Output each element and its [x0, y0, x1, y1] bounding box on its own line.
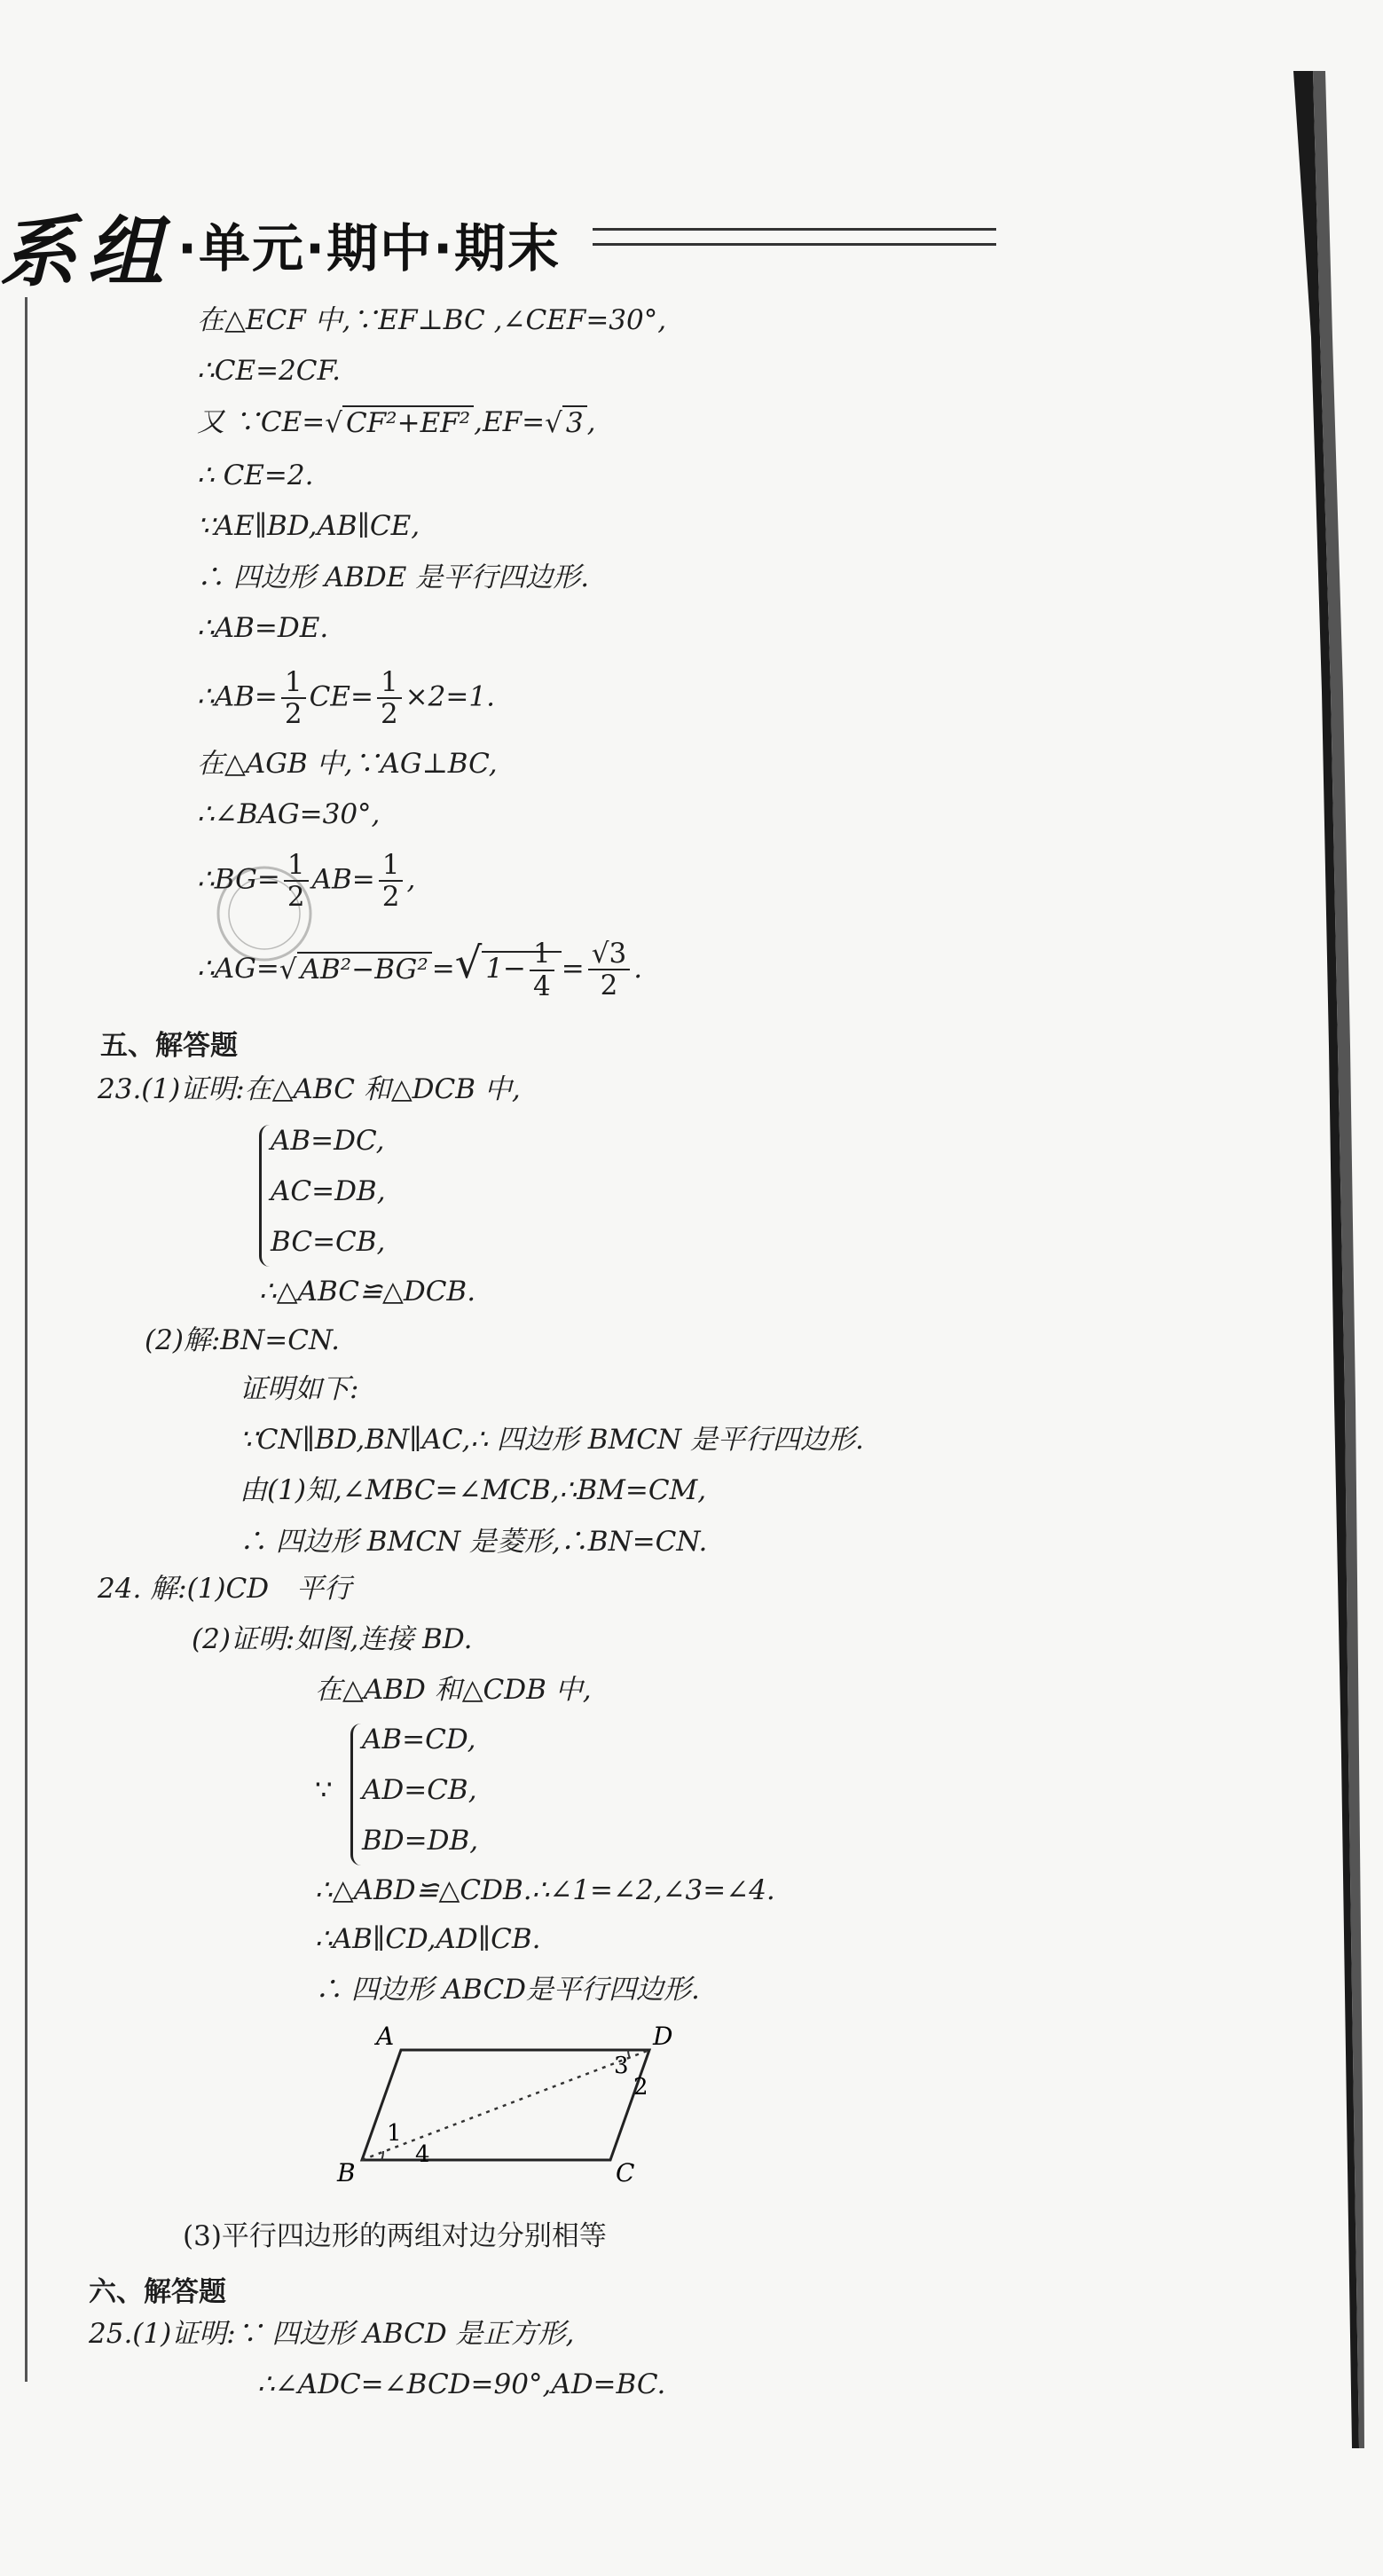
- text-line: AC=DB,: [271, 1175, 386, 1207]
- angle-label-1: 1: [387, 2120, 402, 2147]
- text-line: 证明如下:: [240, 1373, 359, 1405]
- text-span: =: [431, 952, 455, 985]
- text-line: 在△AGB 中,∵AG⊥BC,: [197, 748, 498, 780]
- text-line: (2)解:BN=CN.: [145, 1324, 340, 1356]
- text-line: AB=DC,: [271, 1125, 385, 1157]
- text-line: 由(1)知,∠MBC=∠MCB,∴BM=CM,: [240, 1474, 707, 1506]
- text-span: 又 ∵CE=: [197, 406, 326, 438]
- text-span: ,: [406, 863, 416, 896]
- angle-label-3: 3: [614, 2053, 629, 2079]
- numerator: 1: [284, 850, 309, 882]
- text-span: ∴BG=: [197, 863, 280, 896]
- fraction: [379, 850, 404, 912]
- denominator: 2: [284, 698, 303, 731]
- text-line: ∴CE=2CF.: [197, 355, 342, 387]
- section-heading: 五、解答题: [100, 1030, 238, 1062]
- sqrt-expr: √ CF²+EF²: [325, 407, 474, 440]
- text-line: ∴∠ADC=∠BCD=90°,AD=BC.: [257, 2368, 666, 2400]
- text-line: ∵AE∥BD,AB∥CE,: [197, 510, 420, 542]
- text-span: 1−: [485, 953, 527, 985]
- text-span: ,: [586, 406, 596, 438]
- text-line: [197, 406, 595, 440]
- text-line: 在△ABD 和△CDB 中,: [315, 1674, 592, 1706]
- text-span: CE=: [309, 680, 373, 713]
- fraction: [377, 667, 402, 729]
- text-line: AD=CB,: [362, 1774, 477, 1806]
- header-title: ·单元·期中·期末: [177, 218, 562, 279]
- radicand: 3: [562, 405, 587, 439]
- fraction: [588, 939, 630, 1001]
- text-line: ∴AB∥CD,AD∥CB.: [315, 1923, 541, 1955]
- text-line: ∴AB=DE.: [197, 612, 329, 644]
- radicand: AB²−BG²: [297, 952, 432, 986]
- header-double-rule: [593, 228, 996, 246]
- text-line: [197, 667, 495, 729]
- label-d: D: [653, 2022, 673, 2051]
- text-line: [197, 939, 642, 1001]
- sqrt-expr: √ 1− $\frac{1}{4}$: [455, 939, 562, 1001]
- fraction: [530, 939, 554, 1001]
- denominator: 4: [533, 970, 551, 1002]
- text-line: 25.(1)证明:∵ 四边形 ABCD 是正方形,: [89, 2318, 575, 2350]
- numerator: 1: [379, 850, 404, 882]
- left-margin-rule: [25, 297, 28, 2382]
- denominator: 2: [380, 698, 398, 731]
- numerator: 1: [530, 939, 554, 970]
- text-line: ∴ 四边形 ABDE 是平行四边形.: [197, 562, 590, 593]
- parallelogram-figure: [328, 2009, 701, 2187]
- text-span: ∴AG=: [197, 952, 279, 985]
- denominator: 2: [287, 881, 305, 914]
- label-b: B: [337, 2158, 356, 2187]
- text-span: ,EF=: [474, 406, 546, 438]
- text-line: BD=DB,: [362, 1825, 479, 1857]
- angle-label-4: 4: [415, 2141, 430, 2168]
- denominator: 2: [600, 970, 618, 1002]
- header-logo: 系组: [0, 208, 174, 297]
- text-span: .: [633, 952, 643, 985]
- binding-shadow: [1267, 71, 1364, 2448]
- diagonal-bd: [362, 2050, 649, 2160]
- text-line: ∴△ABD≌△CDB.∴∠1=∠2,∠3=∠4.: [315, 1874, 775, 1906]
- text-span: AB=: [311, 863, 375, 896]
- text-span: ∴AB=: [197, 680, 278, 713]
- section-heading: 六、解答题: [89, 2276, 226, 2308]
- text-line: ∴ 四边形 BMCN 是菱形,∴BN=CN.: [240, 1526, 708, 1558]
- numerator: 1: [281, 667, 306, 699]
- angle-label-2: 2: [633, 2074, 648, 2101]
- text-line: ∴ 四边形 ABCD是平行四边形.: [315, 1974, 700, 2006]
- radicand: [482, 938, 561, 1002]
- numerator: √3: [588, 939, 630, 970]
- sqrt-expr: √ AB²−BG²: [279, 954, 432, 986]
- text-line: ∴∠BAG=30°,: [197, 798, 381, 830]
- sqrt-expr: √ 3: [545, 407, 587, 440]
- denominator: 2: [381, 881, 400, 914]
- text-span: ×2=1.: [405, 680, 495, 713]
- text-line: (3)平行四边形的两组对边分别相等: [183, 2220, 607, 2252]
- fraction: [281, 667, 306, 729]
- text-line: 在△ECF 中,∵EF⊥BC ,∠CEF=30°,: [197, 304, 667, 336]
- text-line: 23.(1)证明:在△ABC 和△DCB 中,: [98, 1073, 521, 1105]
- text-span: =: [561, 952, 585, 985]
- text-line: ∵CN∥BD,BN∥AC,∴ 四边形 BMCN 是平行四边形.: [240, 1424, 864, 1456]
- radicand: CF²+EF²: [342, 405, 474, 439]
- text-line: ∴△ABC≌△DCB.: [259, 1276, 476, 1308]
- text-line: AB=CD,: [362, 1724, 476, 1755]
- label-a: A: [376, 2022, 395, 2051]
- text-line: 24. 解:(1)CD 平行: [98, 1573, 352, 1605]
- label-c: C: [616, 2158, 635, 2187]
- because-symbol: ∵: [315, 1774, 333, 1806]
- text-line: BC=CB,: [271, 1226, 386, 1258]
- text-line: (2)证明:如图,连接 BD.: [192, 1623, 473, 1655]
- numerator: 1: [377, 667, 402, 699]
- page-header: [0, 182, 1011, 297]
- text-line: ∴ CE=2.: [197, 459, 314, 491]
